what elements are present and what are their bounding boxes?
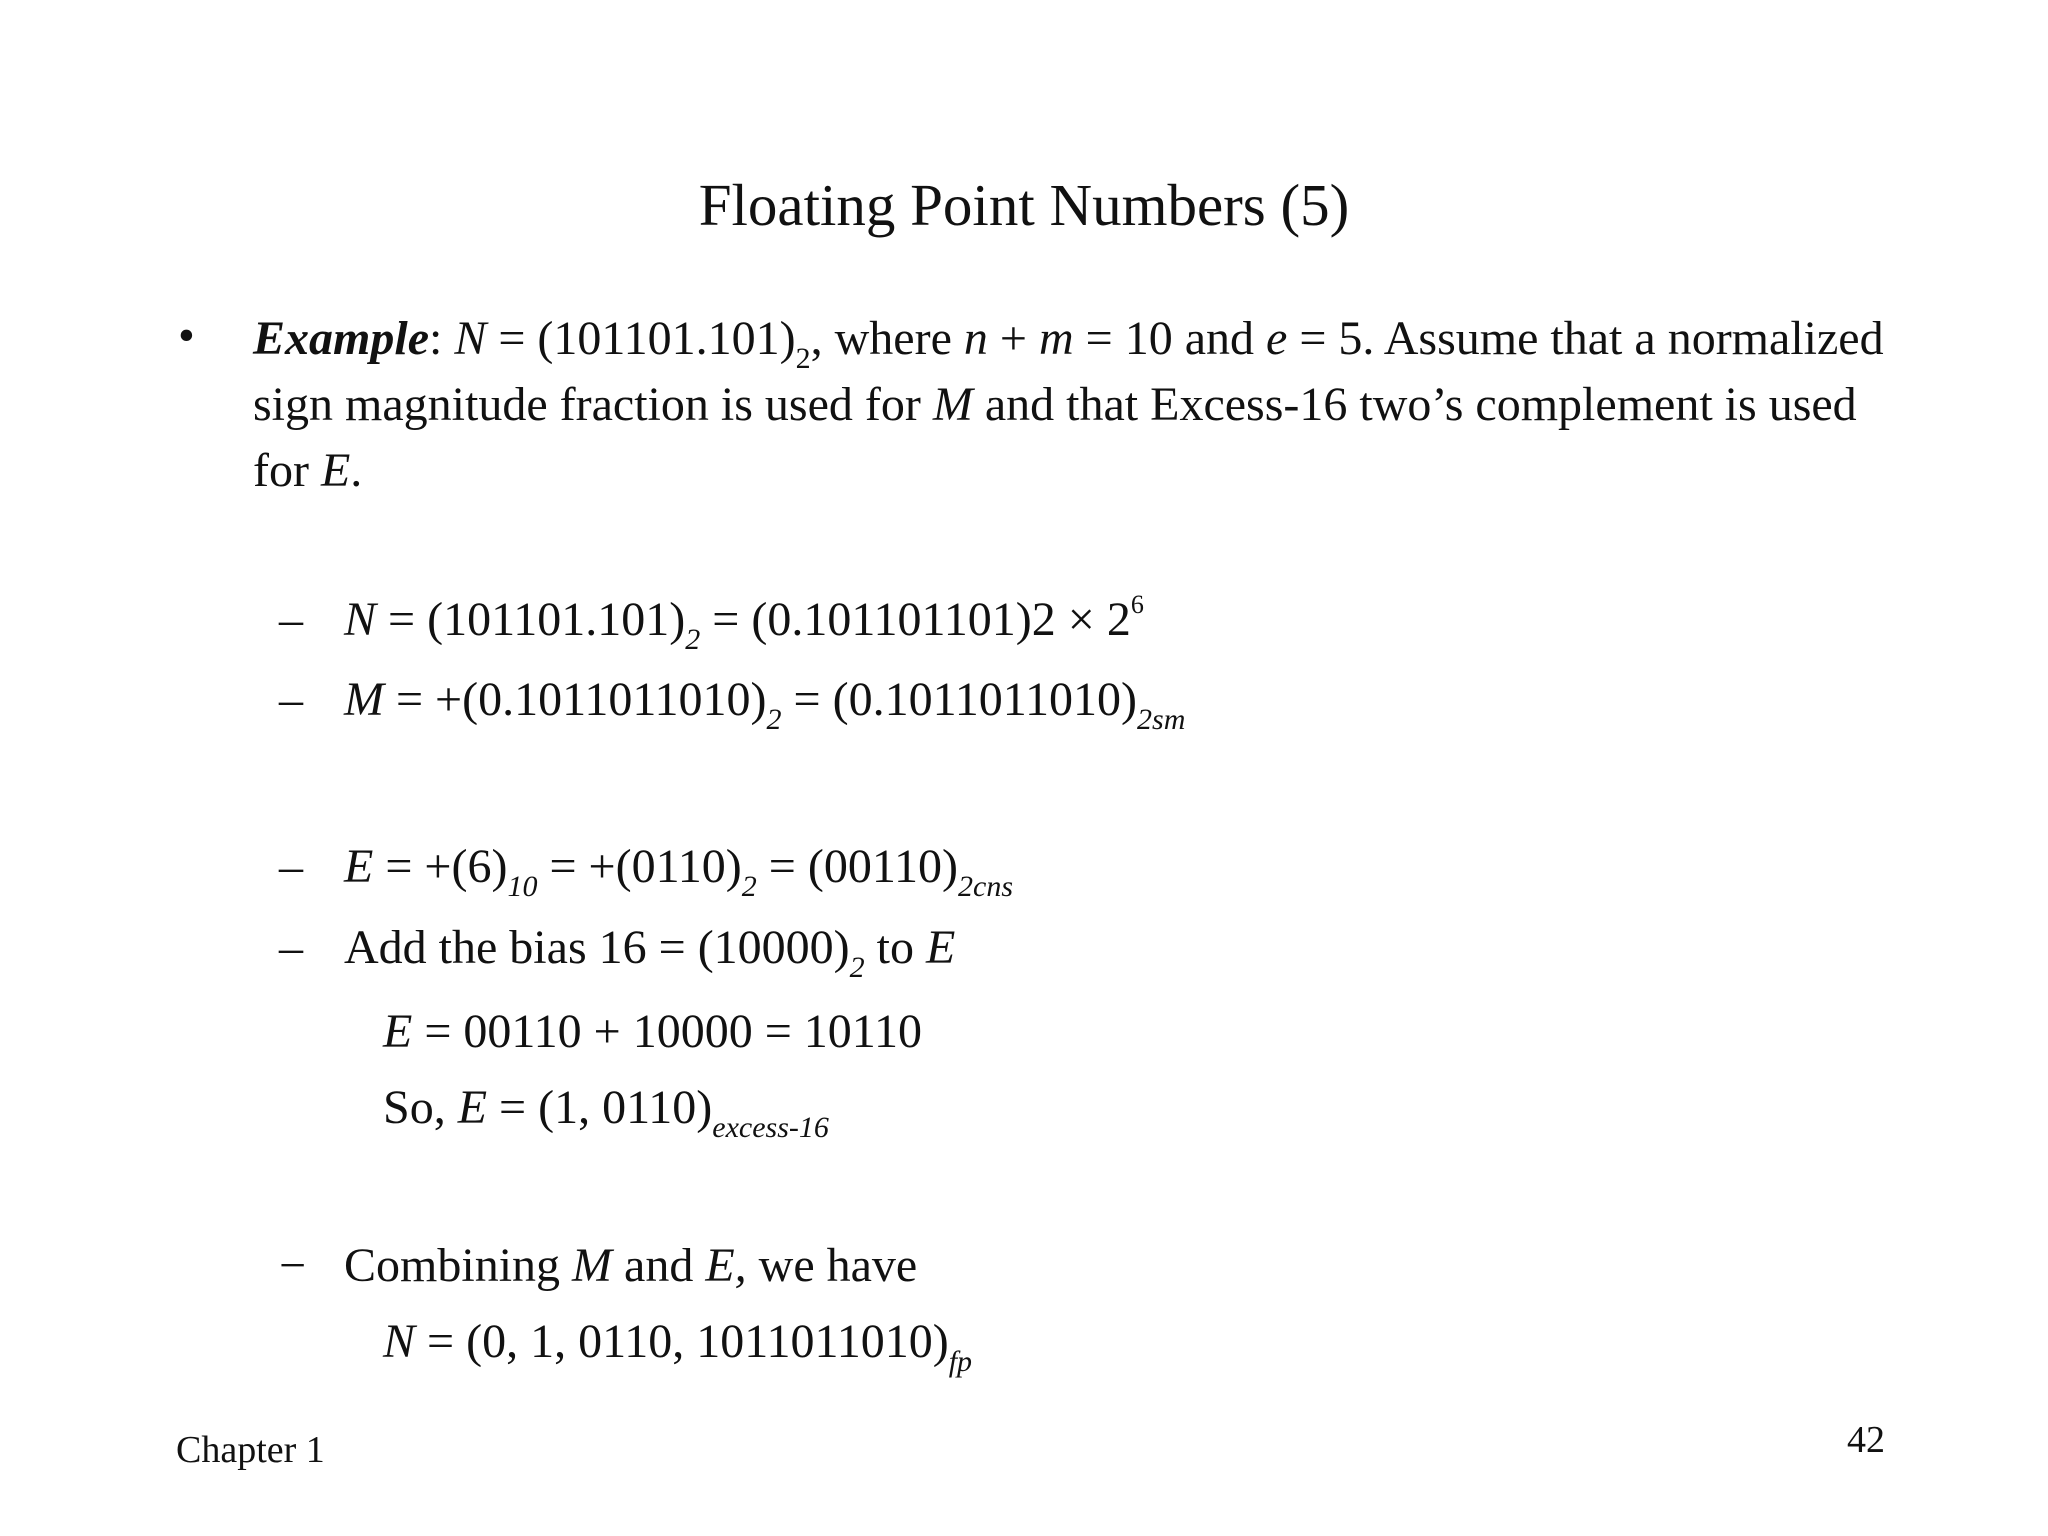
dash-marker: – xyxy=(279,593,303,646)
step-bias-result: So, E = (1, $0110)_{excess-16}$ xyxy=(383,1081,829,1144)
example-label: Example xyxy=(253,312,429,365)
dash-marker: − xyxy=(279,1239,307,1292)
page-number: 42 xyxy=(1847,1419,1885,1461)
step-bias-sum: E = 00110 + 10000 = 10110 xyxy=(383,1005,922,1058)
step-exponent: $E = +(6)_{10} = +(0110)_2 = (00110)_{2cns}$ xyxy=(344,840,1014,903)
example-paragraph: Example: $N = (101101.101)_2$, where n + m = 10 and e = 5. Assume that a normalized sign magnitude fraction is used for M and that Excess-16 two’s complement is used for E. xyxy=(253,312,1884,497)
dash-marker: – xyxy=(279,921,303,974)
step-combine: Combining M and E, we have xyxy=(344,1239,918,1292)
dash-marker: – xyxy=(279,673,303,726)
step-add-bias: Add the bias $16 = (10000)_2$ to E xyxy=(344,921,956,984)
step-final-result: N = (0, 1, 0110, $1011011010)_{fp}$ xyxy=(383,1315,973,1378)
dash-marker: – xyxy=(279,840,303,893)
footer-chapter: Chapter 1 xyxy=(176,1429,325,1471)
step-n-conversion: $N = (101101.101)_2 = (0.101101101)2 \times 2^6$ xyxy=(344,590,1144,656)
bullet-icon: • xyxy=(178,309,195,362)
step-mantissa: $M = +(0.1011011010)_2 = (0.1011011010)_{2sm}$ xyxy=(344,673,1186,736)
slide-title: Floating Point Numbers (5) xyxy=(698,172,1350,238)
